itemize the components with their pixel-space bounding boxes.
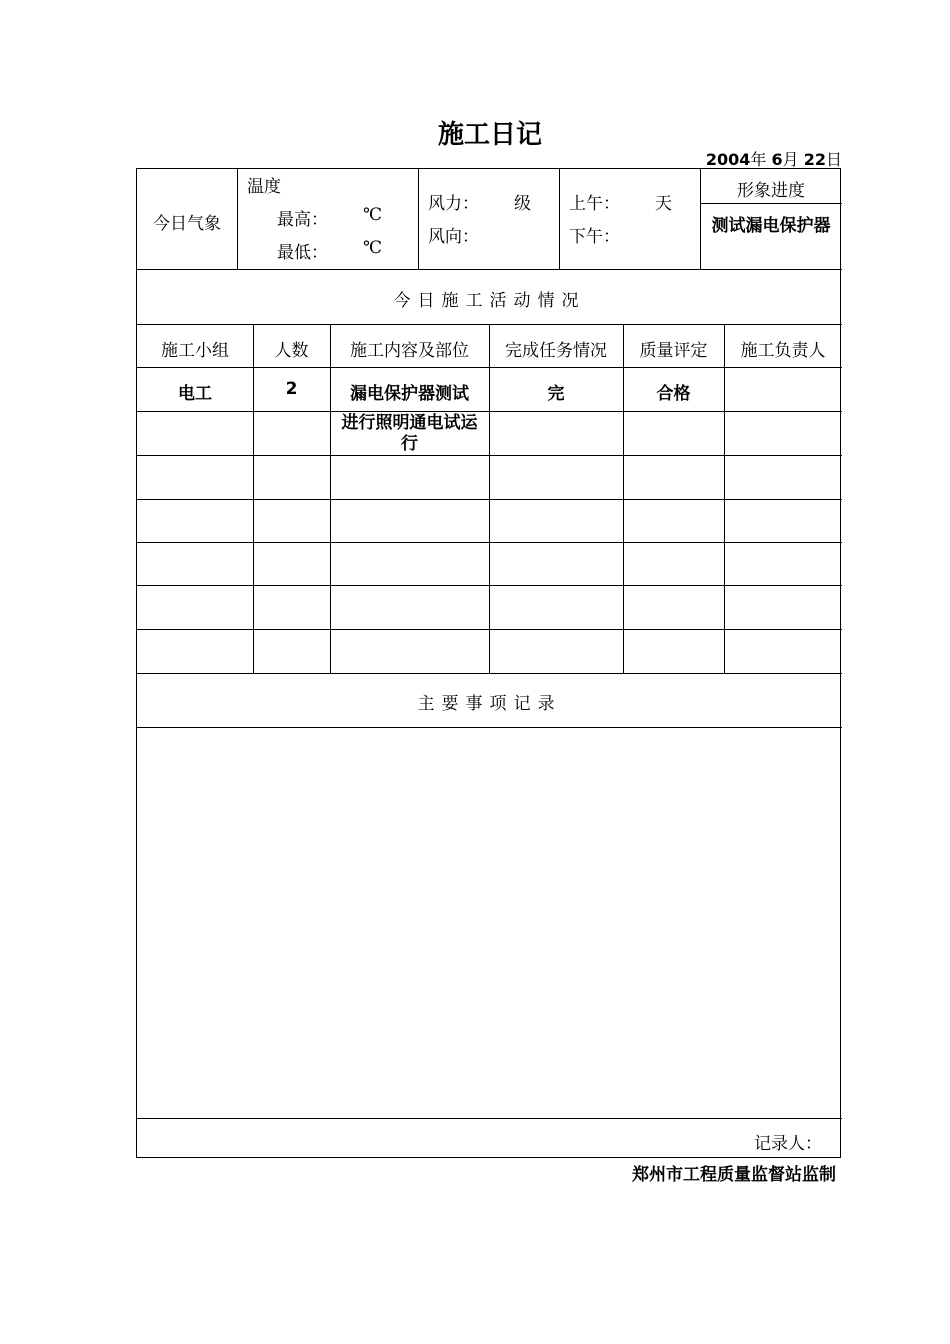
divider: [137, 673, 842, 674]
divider: [724, 324, 725, 673]
diary-form: [136, 168, 841, 1158]
divider: [330, 324, 331, 673]
wind-power-label: 风力：: [428, 194, 479, 214]
temp-high-label: 最高：: [277, 210, 328, 230]
wind-direction-label: 风向：: [428, 227, 479, 247]
am-weather-label: 上午：: [569, 194, 620, 214]
divider: [253, 324, 254, 673]
activity-section-header: 今日施工活动情况: [393, 291, 586, 311]
progress-value: 测试漏电保护器: [711, 216, 831, 236]
divider: [623, 324, 624, 673]
column-header: 施工负责人: [740, 341, 826, 361]
column-header: 施工小组: [161, 341, 229, 361]
column-header: 人数: [274, 341, 309, 361]
divider: [489, 324, 490, 673]
date-year: 2004: [705, 150, 751, 169]
column-header: 施工内容及部位: [350, 341, 469, 361]
column-header: 质量评定: [639, 341, 708, 361]
table-cell: 进行照明通电试运行: [341, 413, 478, 454]
date-month-unit: 月: [782, 150, 799, 169]
am-weather-value: 天: [655, 194, 672, 214]
pm-weather-label: 下午：: [569, 227, 620, 247]
divider: [137, 1118, 842, 1119]
weather-label: 今日气象: [153, 214, 221, 234]
table-cell: 2: [285, 379, 298, 399]
table-cell: 漏电保护器测试: [350, 384, 469, 404]
table-cell: 电工: [178, 384, 212, 404]
progress-label: 形象进度: [737, 181, 805, 201]
date-day: 22: [803, 150, 826, 169]
notes-section-header: 主要事项记录: [417, 694, 562, 714]
temp-low-label: 最低：: [277, 243, 328, 263]
recorder-label: 记录人：: [754, 1134, 822, 1154]
wind-power-unit: 级: [514, 194, 531, 214]
divider: [137, 269, 842, 270]
date-day-unit: 日: [825, 150, 842, 169]
divider: [137, 727, 842, 728]
date-month: 6: [771, 150, 783, 169]
date-year-unit: 年: [750, 150, 767, 169]
temp-label: 温度: [247, 177, 281, 197]
temp-low-unit: ℃: [363, 238, 383, 258]
date-line: [706, 147, 842, 170]
table-cell: 完: [547, 384, 565, 404]
table-cell: 合格: [656, 384, 691, 404]
footer-issuer: 郑州市工程质量监督站监制: [632, 1165, 836, 1185]
column-header: 完成任务情况: [505, 341, 607, 361]
temp-high-unit: ℃: [363, 205, 383, 225]
divider: [418, 169, 419, 269]
divider: [700, 203, 842, 204]
divider: [559, 169, 560, 269]
page-title: 施工日记: [437, 120, 542, 150]
divider: [237, 169, 238, 269]
